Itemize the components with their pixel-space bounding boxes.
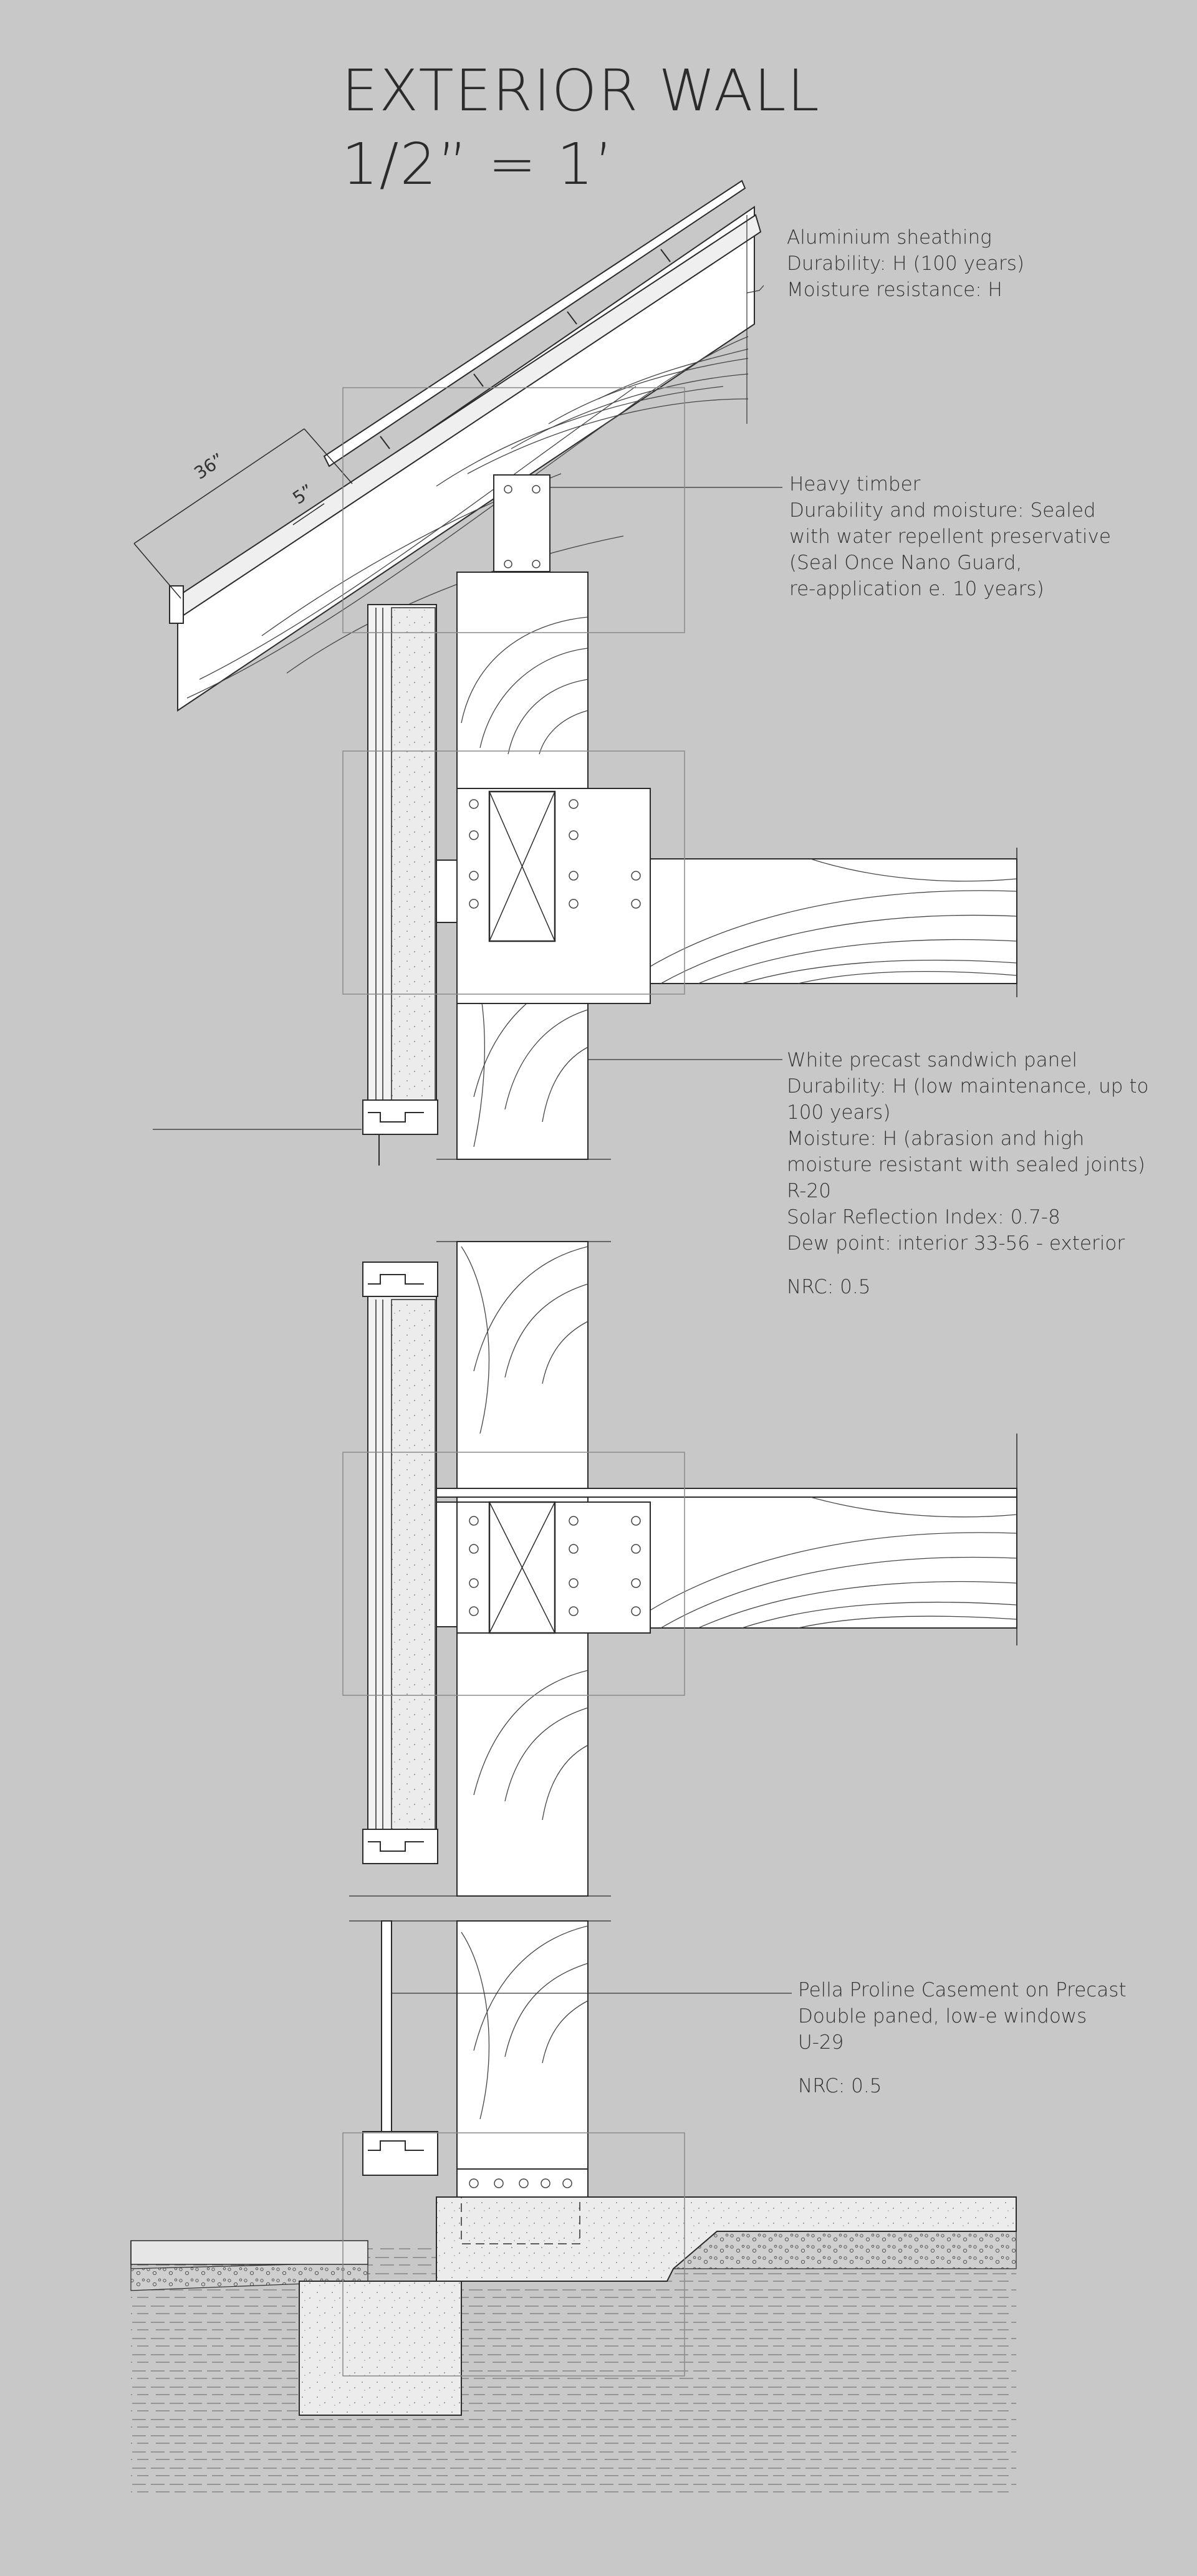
window-sill-upper-panel	[363, 1262, 438, 1296]
drawing-title: EXTERIOR WALL	[342, 57, 820, 124]
annotation-line: with water repellent preservative	[789, 525, 1111, 548]
lower-steel-connection	[418, 1502, 650, 1633]
concrete-footing	[299, 2281, 461, 2415]
roof-sheathing	[175, 215, 761, 617]
window-glazing	[382, 1921, 392, 2133]
upper-floor-beam	[588, 848, 1017, 997]
casement-window	[363, 1921, 438, 2175]
annotation-line: Solar Reflection Index: 0.7-8	[787, 1206, 1060, 1228]
upper-steel-connection	[418, 788, 650, 1003]
annotation-line: Dew point: interior 33-56 - exterior	[787, 1232, 1125, 1255]
ridge-steel-plate	[494, 475, 550, 572]
annotation-precast-panel	[787, 1047, 1148, 1300]
annotation-line: Moisture resistance: H	[787, 279, 1002, 301]
lower-precast-panel	[363, 1262, 438, 1864]
window-head-upper	[363, 1100, 438, 1134]
annotation-line: Pella Proline Casement on Precast	[798, 1979, 1127, 2001]
annotation-line: White precast sandwich panel	[787, 1049, 1077, 1071]
annotation-line: Moisture: H (abrasion and high	[787, 1128, 1085, 1150]
annotation-line: (Seal Once Nano Guard,	[789, 552, 1022, 574]
annotation-line: re-application e. 10 years)	[789, 578, 1044, 600]
column-base-plate	[457, 2169, 588, 2197]
drawing-scale: 1/2” = 1’	[342, 131, 615, 198]
base-timber-column	[457, 1921, 588, 2197]
annotation-casement-window	[798, 1977, 1127, 2099]
annotation-nrc: NRC: 0.5	[798, 2075, 882, 2097]
foundation	[131, 2197, 1016, 2493]
annotation-nrc: NRC: 0.5	[787, 1276, 871, 1298]
annotation-line: Heavy timber	[789, 473, 921, 496]
annotation-aluminium-sheathing	[787, 224, 1024, 303]
panel-insulation-lower	[392, 1300, 435, 1829]
section-break-1	[436, 1159, 611, 1242]
pitch-run-label: 36”	[190, 449, 228, 484]
annotation-line: moisture resistant with sealed joints)	[787, 1154, 1145, 1176]
gravel-layer-right	[673, 2231, 1016, 2269]
panel-insulation-upper	[392, 608, 435, 1100]
annotation-line: Aluminium sheathing	[787, 226, 992, 249]
grade-sidewalk	[131, 2241, 368, 2264]
roof-assembly	[134, 181, 761, 711]
annotation-line: Durability: H (100 years)	[787, 252, 1025, 275]
annotation-heavy-timber	[789, 471, 1111, 602]
section-break-2	[349, 1896, 611, 1921]
annotation-line: Durability and moisture: Sealed	[789, 499, 1096, 522]
annotation-line: Double paned, low-e windows	[798, 2005, 1087, 2028]
annotation-line: U-29	[798, 2031, 844, 2054]
floor-slab-topping	[436, 1488, 1017, 1497]
window-head-lower	[363, 1829, 438, 1864]
window-sill-frame	[363, 2132, 438, 2175]
annotation-line: Durability: H (low maintenance, up to	[787, 1075, 1149, 1098]
annotation-line: R-20	[787, 1180, 831, 1202]
roof-eave-trim	[170, 586, 183, 623]
annotation-line: 100 years)	[787, 1101, 891, 1124]
pitch-rise-label: 5”	[289, 480, 317, 509]
